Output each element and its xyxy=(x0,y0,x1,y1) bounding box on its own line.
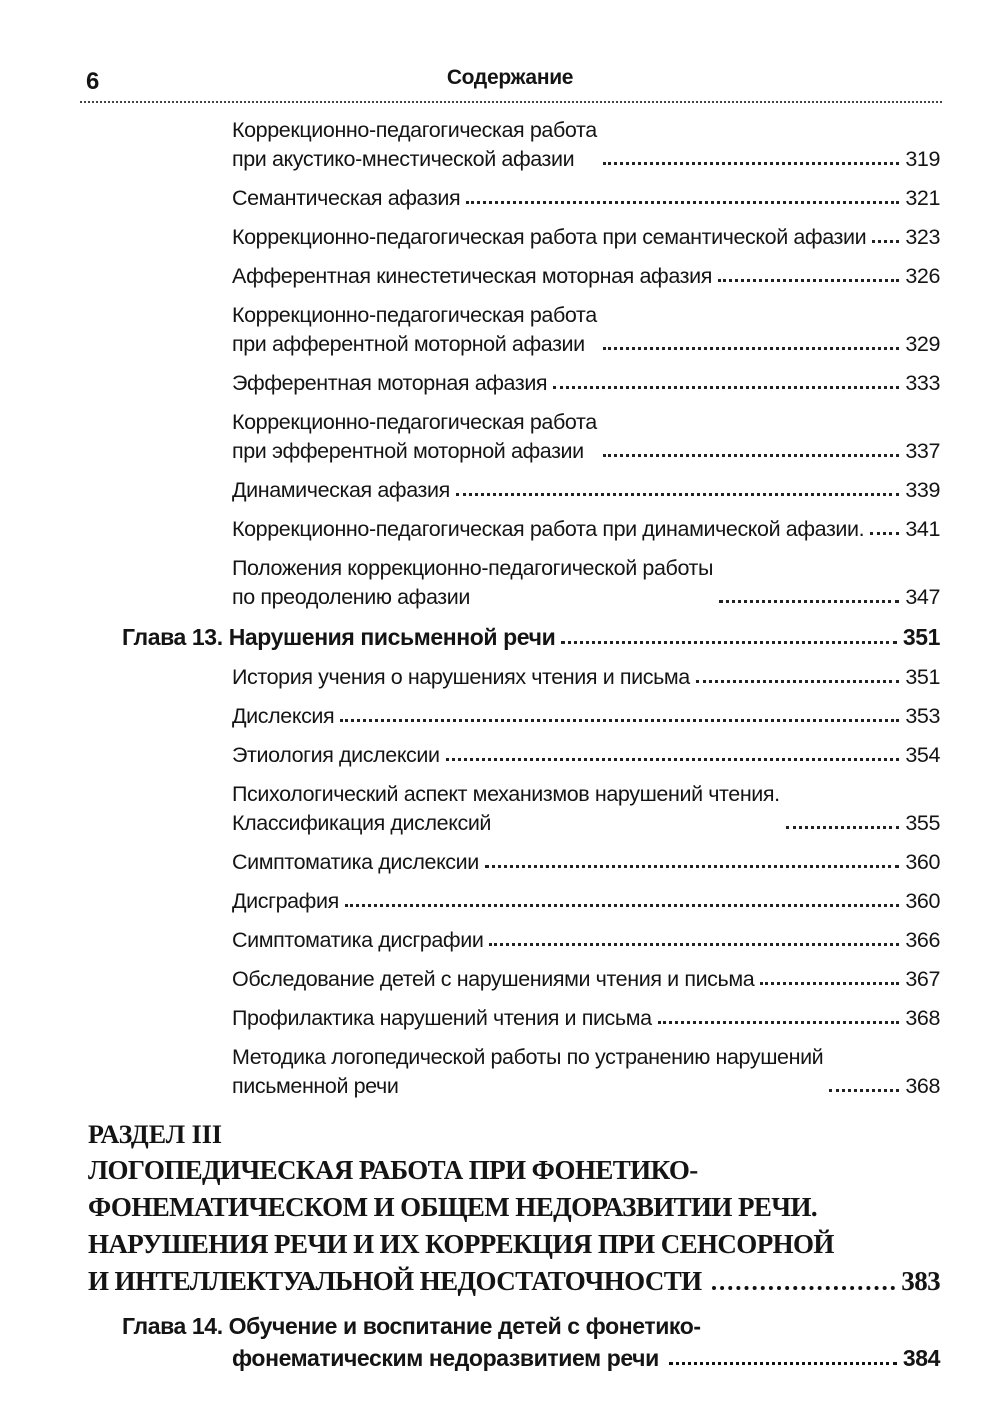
dot-leader xyxy=(603,454,900,457)
section-title-line: И ИНТЕЛЛЕКТУАЛЬНОЙ НЕДОСТАТОЧНОСТИ xyxy=(88,1266,702,1296)
chapter-label: Глава 13. xyxy=(122,624,229,650)
toc-page-number: 368 xyxy=(905,1074,940,1098)
chapter-title-line: фонематическим недоразвитием речи xyxy=(232,1345,659,1371)
toc-page-number: 384 xyxy=(902,1345,940,1371)
toc-page-number: 367 xyxy=(905,967,940,991)
toc-entry-title: Семантическая афазия xyxy=(232,186,461,210)
dot-leader xyxy=(345,904,900,907)
section-label: РАЗДЕЛ III xyxy=(88,1120,222,1149)
toc-entry[interactable] xyxy=(0,476,1000,505)
toc-entry-title: Положения коррекционно-педагогической работы по преодолению афазии xyxy=(232,556,714,609)
toc-page-number: 337 xyxy=(905,439,940,463)
section-title-line: ФОНЕМАТИЧЕСКОМ И ОБЩЕМ НЕДОРАЗВИТИИ РЕЧИ. xyxy=(88,1192,818,1222)
toc-entry[interactable] xyxy=(0,702,1000,731)
toc-entry[interactable] xyxy=(0,262,1000,291)
toc-page-number: 339 xyxy=(905,478,940,502)
toc-entry-title: Эфферентная моторная афазия xyxy=(232,371,548,395)
dot-leader xyxy=(786,826,900,829)
toc-entry[interactable] xyxy=(0,1004,1000,1033)
dot-leader xyxy=(485,865,899,868)
toc-entry[interactable] xyxy=(0,887,1000,916)
toc-entry[interactable] xyxy=(0,926,1000,955)
toc-entry-title: Психологический аспект механизмов нарушений чтения. Классификация дислексий xyxy=(232,782,780,835)
dot-leader xyxy=(553,386,899,389)
toc-entry-title: Этиология дислексии xyxy=(232,743,440,767)
toc-page-number: 360 xyxy=(905,889,940,913)
toc-page-number: 333 xyxy=(905,371,940,395)
section-3-heading[interactable] xyxy=(88,1118,940,1300)
toc-page-number: 353 xyxy=(905,704,940,728)
toc-page-number: 366 xyxy=(905,928,940,952)
page-number: 6 xyxy=(86,68,100,95)
dot-leader xyxy=(760,982,899,985)
toc-entry[interactable] xyxy=(0,369,1000,398)
dot-leader xyxy=(718,279,899,282)
toc-entry[interactable] xyxy=(0,301,1000,359)
toc-entry[interactable] xyxy=(0,848,1000,877)
header-rule xyxy=(80,101,942,103)
toc-entry-title: Симптоматика дисграфии xyxy=(232,928,484,952)
toc-entry-title: Методика логопедической работы по устранению нарушений письменной речи xyxy=(232,1045,824,1098)
dot-leader xyxy=(446,758,900,761)
toc-entry[interactable] xyxy=(0,408,1000,466)
toc-entry[interactable] xyxy=(0,184,1000,213)
toc-entry-title: Профилактика нарушений чтения и письма xyxy=(232,1006,652,1030)
page-header xyxy=(80,62,940,95)
toc-entry-title: Коррекционно-педагогическая работа при афферентной моторной афазии xyxy=(232,303,597,356)
dot-leader xyxy=(603,162,900,165)
dot-leader xyxy=(872,240,899,243)
toc-list-chapter12-tail xyxy=(0,116,1000,612)
toc-page-number: 354 xyxy=(905,743,940,767)
chapter-title: Нарушения письменной речи xyxy=(228,624,556,650)
dot-leader xyxy=(489,943,899,946)
toc-entry[interactable] xyxy=(0,1043,1000,1101)
toc-page-number: 351 xyxy=(905,665,940,689)
toc-page-number: 326 xyxy=(905,264,940,288)
section-title-line: НАРУШЕНИЯ РЕЧИ И ИХ КОРРЕКЦИЯ ПРИ СЕНСОРНОЙ xyxy=(88,1229,834,1259)
toc-chapter-13[interactable] xyxy=(0,622,1000,653)
toc-entry[interactable] xyxy=(0,663,1000,692)
dot-leader xyxy=(712,1286,896,1290)
toc-entry-title: Коррекционно-педагогическая работа при семантической афазии xyxy=(232,225,867,249)
toc-page-number: 321 xyxy=(905,186,940,210)
toc-page-number: 341 xyxy=(905,517,940,541)
toc-page-number: 351 xyxy=(902,624,940,650)
toc-page-number: 368 xyxy=(905,1006,940,1030)
dot-leader xyxy=(870,532,899,535)
toc-page-number: 319 xyxy=(905,147,940,171)
toc-entry-title: Обследование детей с нарушениями чтения и письма xyxy=(232,967,755,991)
toc-entry-title: Дислексия xyxy=(232,704,335,728)
toc-entry-title: Коррекционно-педагогическая работа при динамической афазии. xyxy=(232,517,865,541)
toc-entry[interactable] xyxy=(0,780,1000,838)
dot-leader xyxy=(561,641,896,644)
chapter-title-line: Глава 14. Обучение и воспитание детей с фонетико- xyxy=(122,1313,701,1339)
toc-entry-title: Коррекционно-педагогическая работа при эфферентной моторной афазии xyxy=(232,410,597,463)
toc-entry[interactable] xyxy=(0,116,1000,174)
toc-entry[interactable] xyxy=(0,741,1000,770)
toc-entry[interactable] xyxy=(0,965,1000,994)
toc-page-number: 347 xyxy=(905,585,940,609)
toc-page-number: 360 xyxy=(905,850,940,874)
dot-leader xyxy=(719,600,899,603)
toc-entry-title: Коррекционно-педагогическая работа при акустико-мнестической афазии xyxy=(232,118,597,171)
dot-leader xyxy=(340,719,899,722)
dot-leader xyxy=(669,1362,897,1365)
toc-entry[interactable] xyxy=(0,223,1000,252)
toc-entry-title: Симптоматика дислексии xyxy=(232,850,479,874)
table-of-contents xyxy=(0,116,1000,1111)
toc-chapter-14[interactable] xyxy=(122,1310,940,1374)
toc-page-number: 383 xyxy=(901,1266,940,1296)
toc-entry-title: Динамическая афазия xyxy=(232,478,450,502)
toc-entry-title: Афферентная кинестетическая моторная афазия xyxy=(232,264,712,288)
section-title-line: ЛОГОПЕДИЧЕСКАЯ РАБОТА ПРИ ФОНЕТИКО- xyxy=(88,1155,698,1185)
dot-leader xyxy=(603,347,900,350)
dot-leader xyxy=(829,1089,899,1092)
toc-entry[interactable] xyxy=(0,554,1000,612)
running-title: Содержание xyxy=(446,66,574,89)
dot-leader xyxy=(696,680,900,683)
dot-leader xyxy=(466,201,899,204)
toc-list-chapter13 xyxy=(0,663,1000,1101)
toc-entry[interactable] xyxy=(0,515,1000,544)
dot-leader xyxy=(658,1021,900,1024)
dot-leader xyxy=(456,493,900,496)
toc-entry-title: Дисграфия xyxy=(232,889,339,913)
toc-entry-title: История учения о нарушениях чтения и письма xyxy=(232,665,690,689)
toc-page-number: 323 xyxy=(905,225,940,249)
toc-page-number: 355 xyxy=(905,811,940,835)
toc-page-number: 329 xyxy=(905,332,940,356)
